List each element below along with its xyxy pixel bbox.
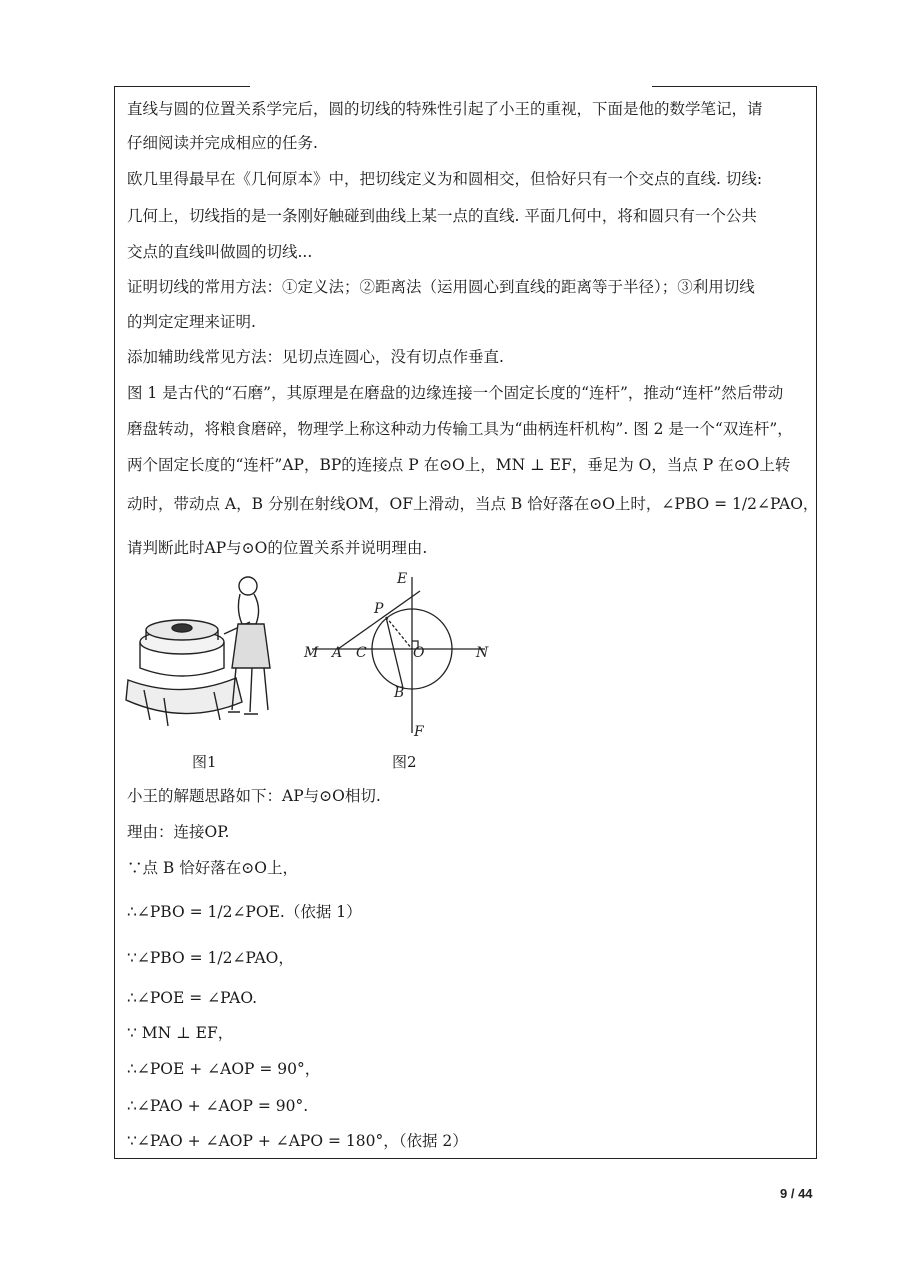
text-line-13: 请判断此时AP与⊙O的位置关系并说明理由. — [127, 539, 428, 557]
label-B: B — [394, 685, 405, 701]
solution-line-1: 小王的解题思路如下：AP与⊙O相切. — [127, 787, 381, 805]
geometry-diagram — [300, 565, 500, 745]
text-line-11: 两个固定长度的“连杆”AP，BP的连接点 P 在⊙O上，MN ⊥ EF，垂足为 O，当点 P 在⊙O上转 — [127, 456, 791, 474]
label-A: A — [332, 645, 343, 661]
solution-line-9: ∴∠PAO + ∠AOP = 90°. — [127, 1097, 309, 1115]
label-C: C — [356, 645, 367, 661]
page-number: 9 / 44 — [780, 1186, 813, 1201]
solution-line-10: ∵∠PAO + ∠AOP + ∠APO = 180°，（依据 2） — [127, 1132, 468, 1150]
solution-line-6: ∴∠POE = ∠PAO. — [127, 989, 258, 1007]
solution-line-2: 理由：连接OP. — [127, 823, 230, 841]
text-line-10: 磨盘转动，将粮食磨碎，物理学上称这种动力传输工具为“曲柄连杆机构”. 图 2 是一个“双连杆”， — [127, 420, 793, 438]
figure1-caption: 图1 — [192, 753, 217, 771]
solution-line-7: ∵ MN ⊥ EF， — [127, 1024, 234, 1042]
label-P: P — [374, 601, 384, 617]
solution-line-5: ∵∠PBO = 1/2∠PAO， — [127, 949, 294, 967]
text-line-9: 图 1 是古代的“石磨”，其原理是在磨盘的边缘连接一个固定长度的“连杆”，推动“连杆”然后带动 — [127, 384, 784, 402]
text-line-6: 证明切线的常用方法：①定义法；②距离法（运用圆心到直线的距离等于半径）；③利用切线 — [127, 278, 755, 296]
solution-line-4: ∴∠PBO = 1/2∠POE.（依据 1） — [127, 903, 362, 921]
millstone-illustration — [124, 570, 284, 730]
label-E: E — [397, 571, 408, 587]
figure2-caption: 图2 — [392, 753, 417, 771]
label-M: M — [304, 645, 319, 661]
label-N: N — [476, 645, 489, 661]
text-line-7: 的判定定理来证明. — [127, 313, 256, 331]
text-line-2: 仔细阅读并完成相应的任务. — [127, 134, 318, 152]
text-line-3: 欧几里得最早在《几何原本》中，把切线定义为和圆相交，但恰好只有一个交点的直线. 切线: — [127, 170, 763, 188]
text-line-1: 直线与圆的位置关系学完后，圆的切线的特殊性引起了小王的重视，下面是他的数学笔记，请 — [127, 100, 763, 118]
solution-line-3: ∵点 B 恰好落在⊙O上， — [127, 859, 298, 877]
solution-line-8: ∴∠POE + ∠AOP = 90°， — [127, 1060, 321, 1078]
text-line-4: 几何上，切线指的是一条刚好触碰到曲线上某一点的直线. 平面几何中，将和圆只有一个公共 — [127, 207, 757, 225]
text-line-5: 交点的直线叫做圆的切线... — [127, 243, 313, 261]
text-line-8: 添加辅助线常见方法：见切点连圆心，没有切点作垂直. — [127, 348, 504, 366]
text-line-12: 动时，带动点 A，B 分别在射线OM，OF上滑动，当点 B 恰好落在⊙O上时，∠PBO = 1/2∠PAO， — [127, 495, 819, 513]
label-F: F — [414, 724, 424, 740]
label-O: O — [413, 645, 425, 661]
